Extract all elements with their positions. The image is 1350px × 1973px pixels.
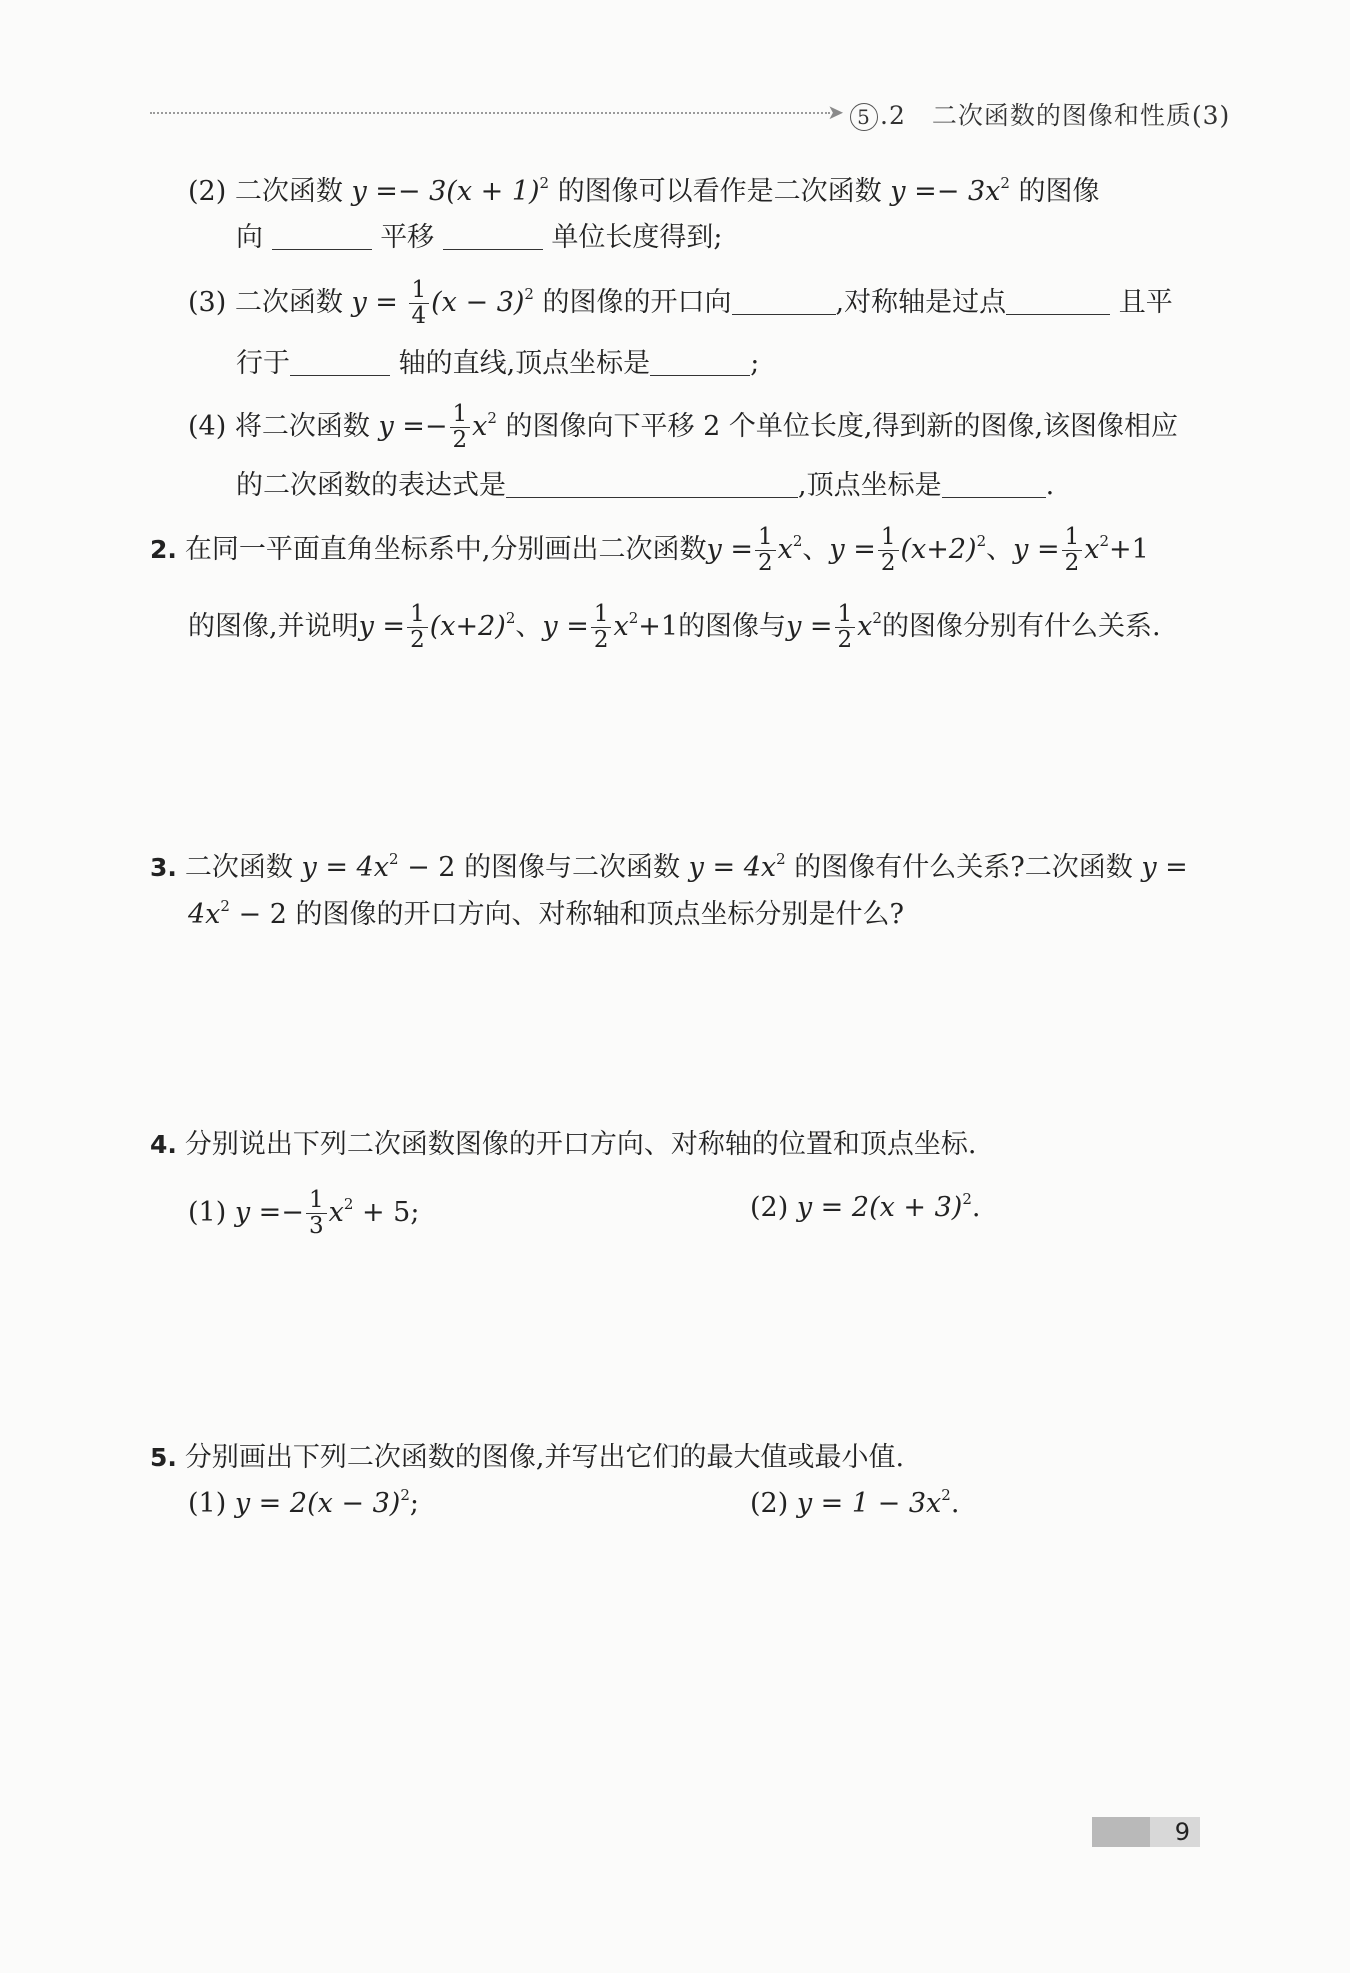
exponent: 2 <box>1099 532 1110 550</box>
q3-line2 <box>188 895 904 935</box>
fraction <box>306 1188 327 1239</box>
math-expr: + 5; <box>353 1197 420 1228</box>
math-expr: y = 2(x + 3) <box>796 1192 963 1223</box>
numerator: 1 <box>306 1188 327 1214</box>
text: 平移 <box>380 222 435 253</box>
denominator: 4 <box>411 303 427 329</box>
answer-blank[interactable] <box>443 221 543 250</box>
part-label: (1) <box>188 1197 227 1228</box>
q5-part2 <box>750 1484 959 1524</box>
exponent: 2 <box>343 1195 354 1213</box>
text: 行于 <box>236 348 290 379</box>
exponent: 2 <box>976 532 987 550</box>
text: 轴的直线,顶点坐标是 <box>398 348 651 379</box>
header-dotted-rule <box>150 112 830 114</box>
q2-line2 <box>188 602 1161 653</box>
numerator: 1 <box>591 602 612 628</box>
text: ,对称轴是过点 <box>835 287 1007 318</box>
fraction <box>407 602 428 653</box>
exponent: 2 <box>776 850 786 868</box>
math-expr: y = <box>1013 534 1060 565</box>
math-expr: x <box>613 611 629 642</box>
numerator: 1 <box>407 602 428 628</box>
math-expr: 4x <box>188 899 221 930</box>
text: 的图像的开口向 <box>542 287 732 318</box>
denominator: 2 <box>837 627 853 653</box>
text: 的图像,并说明 <box>188 611 359 642</box>
q1-part2-line2 <box>236 218 722 258</box>
text: 将二次函数 <box>234 411 370 442</box>
q5-part1 <box>188 1484 419 1524</box>
numerator: 1 <box>878 525 899 551</box>
text: 向 <box>236 222 263 253</box>
math-expr: y =− 3x <box>890 176 1001 207</box>
separator: 、 <box>986 534 1014 565</box>
numerator: 1 <box>450 402 471 428</box>
exponent: 2 <box>872 609 882 627</box>
exponent: 2 <box>487 409 497 427</box>
math-expr: y = 4x <box>688 852 777 883</box>
fraction <box>591 602 612 653</box>
fraction <box>878 525 899 576</box>
math-expr: y =− <box>234 1197 304 1228</box>
text: 的图像与二次函数 <box>464 852 681 883</box>
answer-blank[interactable] <box>732 286 836 315</box>
numerator: 1 <box>409 278 430 304</box>
question-number: 4. <box>150 1130 177 1159</box>
denominator: 2 <box>452 427 468 453</box>
answer-blank[interactable] <box>506 469 798 498</box>
exponent: 2 <box>388 850 399 868</box>
fraction <box>1062 525 1083 576</box>
math-expr: x <box>1084 534 1100 565</box>
part-label: (2) <box>750 1192 789 1223</box>
question-number: 3. <box>150 853 177 882</box>
denominator: 2 <box>593 627 609 653</box>
exponent: 2 <box>524 285 534 303</box>
math-expr: (x+2) <box>900 534 977 565</box>
denominator: 2 <box>1064 550 1080 576</box>
part-label: (3) <box>188 287 227 318</box>
answer-blank[interactable] <box>290 347 390 376</box>
answer-blank[interactable] <box>650 347 750 376</box>
exponent: 2 <box>505 609 516 627</box>
q4-line1 <box>150 1125 977 1165</box>
text: 在同一平面直角坐标系中,分别画出二次函数 <box>184 534 707 565</box>
text: ; <box>409 1488 419 1519</box>
numerator: 1 <box>755 525 776 551</box>
answer-blank[interactable] <box>942 469 1046 498</box>
math-expr: (x+2) <box>429 611 506 642</box>
text: 且平 <box>1118 287 1173 318</box>
fraction <box>450 402 471 453</box>
text: 的图像可以看作是二次函数 <box>557 176 882 207</box>
q2-line1 <box>150 525 1149 576</box>
denominator: 3 <box>308 1213 324 1239</box>
page-number: 9 <box>1174 1818 1190 1846</box>
fraction <box>835 602 856 653</box>
text: . <box>971 1192 981 1223</box>
q1-part4-line1 <box>188 402 1178 453</box>
section-number-badge: 5 <box>850 103 878 131</box>
separator: 、 <box>515 611 543 642</box>
math-expr: y = <box>351 287 398 318</box>
text: . <box>1045 470 1055 501</box>
math-expr: y = <box>358 611 406 642</box>
part-label: (2) <box>750 1488 789 1519</box>
math-expr: − 2 <box>398 852 456 883</box>
text: 的图像向下平移 2 个单位长度,得到新的图像,该图像相应 <box>505 411 1179 442</box>
answer-blank[interactable] <box>1006 286 1110 315</box>
q1-part4-line2 <box>236 466 1054 506</box>
numerator: 1 <box>1062 525 1083 551</box>
math-expr: (x − 3) <box>431 287 525 318</box>
text: ; <box>750 348 760 379</box>
denominator: 2 <box>757 550 773 576</box>
q5-line1 <box>150 1438 904 1478</box>
fraction <box>755 525 776 576</box>
q1-part3-line1 <box>188 278 1173 329</box>
q4-part1 <box>188 1188 419 1239</box>
math-expr: x <box>328 1197 344 1228</box>
exponent: 2 <box>628 609 639 627</box>
text: 的图像 <box>1018 176 1100 207</box>
math-expr: y = 4x <box>301 852 389 883</box>
page-header <box>150 96 1231 130</box>
separator: 、 <box>802 534 830 565</box>
exponent: 2 <box>1000 174 1010 192</box>
text: 的图像的开口方向、对称轴和顶点坐标分别是什么? <box>295 899 904 930</box>
text: 分别说出下列二次函数图像的开口方向、对称轴的位置和顶点坐标. <box>184 1129 977 1160</box>
math-expr: x <box>472 411 488 442</box>
numerator: 1 <box>835 602 856 628</box>
part-label: (1) <box>188 1488 227 1519</box>
question-number: 5. <box>150 1443 177 1472</box>
exponent: 2 <box>962 1190 972 1208</box>
text: 的二次函数的表达式是 <box>236 470 506 501</box>
q4-part2 <box>750 1188 980 1228</box>
math-expr: y = 2(x − 3) <box>234 1488 401 1519</box>
section-heading <box>850 96 1231 132</box>
exponent: 2 <box>400 1486 410 1504</box>
text: 二次函数 <box>184 852 293 883</box>
math-expr: y = <box>786 611 833 642</box>
math-expr: y =− 3(x + 1) <box>351 176 540 207</box>
text: . <box>950 1488 960 1519</box>
answer-blank[interactable] <box>272 221 372 250</box>
math-expr: y = <box>829 534 876 565</box>
exponent: 2 <box>220 897 230 915</box>
math-expr: y = <box>542 611 589 642</box>
exponent: 2 <box>792 532 803 550</box>
exponent: 2 <box>539 174 550 192</box>
question-number: 2. <box>150 535 177 564</box>
q1-part2-line1 <box>188 172 1100 212</box>
part-label: (2) <box>188 176 227 207</box>
fraction <box>409 278 430 329</box>
text: ,顶点坐标是 <box>798 470 942 501</box>
text: 的图像与 <box>678 611 787 642</box>
page-number-tab <box>1092 1817 1200 1847</box>
text: 单位长度得到; <box>551 222 723 253</box>
math-expr: y = <box>706 534 753 565</box>
math-expr: y =− <box>378 411 448 442</box>
denominator: 2 <box>410 627 425 653</box>
part-label: (4) <box>188 411 227 442</box>
header-arrow-icon: ➤ <box>827 100 844 124</box>
math-expr: +1 <box>638 611 679 642</box>
math-expr: x <box>857 611 873 642</box>
math-expr: +1 <box>1109 534 1149 565</box>
math-expr: y = <box>1141 852 1188 883</box>
math-expr: y = 1 − 3x <box>796 1488 942 1519</box>
denominator: 2 <box>880 550 896 576</box>
math-expr: − 2 <box>229 899 287 930</box>
text: 的图像有什么关系?二次函数 <box>794 852 1133 883</box>
text: 的图像分别有什么关系. <box>881 611 1161 642</box>
q3-line1 <box>150 848 1188 888</box>
math-expr: x <box>777 534 793 565</box>
text: 二次函数 <box>234 287 343 318</box>
text: 分别画出下列二次函数的图像,并写出它们的最大值或最小值. <box>184 1442 905 1473</box>
q1-part3-line2 <box>236 344 759 384</box>
exponent: 2 <box>941 1486 951 1504</box>
text: 二次函数 <box>234 176 343 207</box>
section-title: .2 二次函数的图像和性质(3) <box>880 101 1231 130</box>
